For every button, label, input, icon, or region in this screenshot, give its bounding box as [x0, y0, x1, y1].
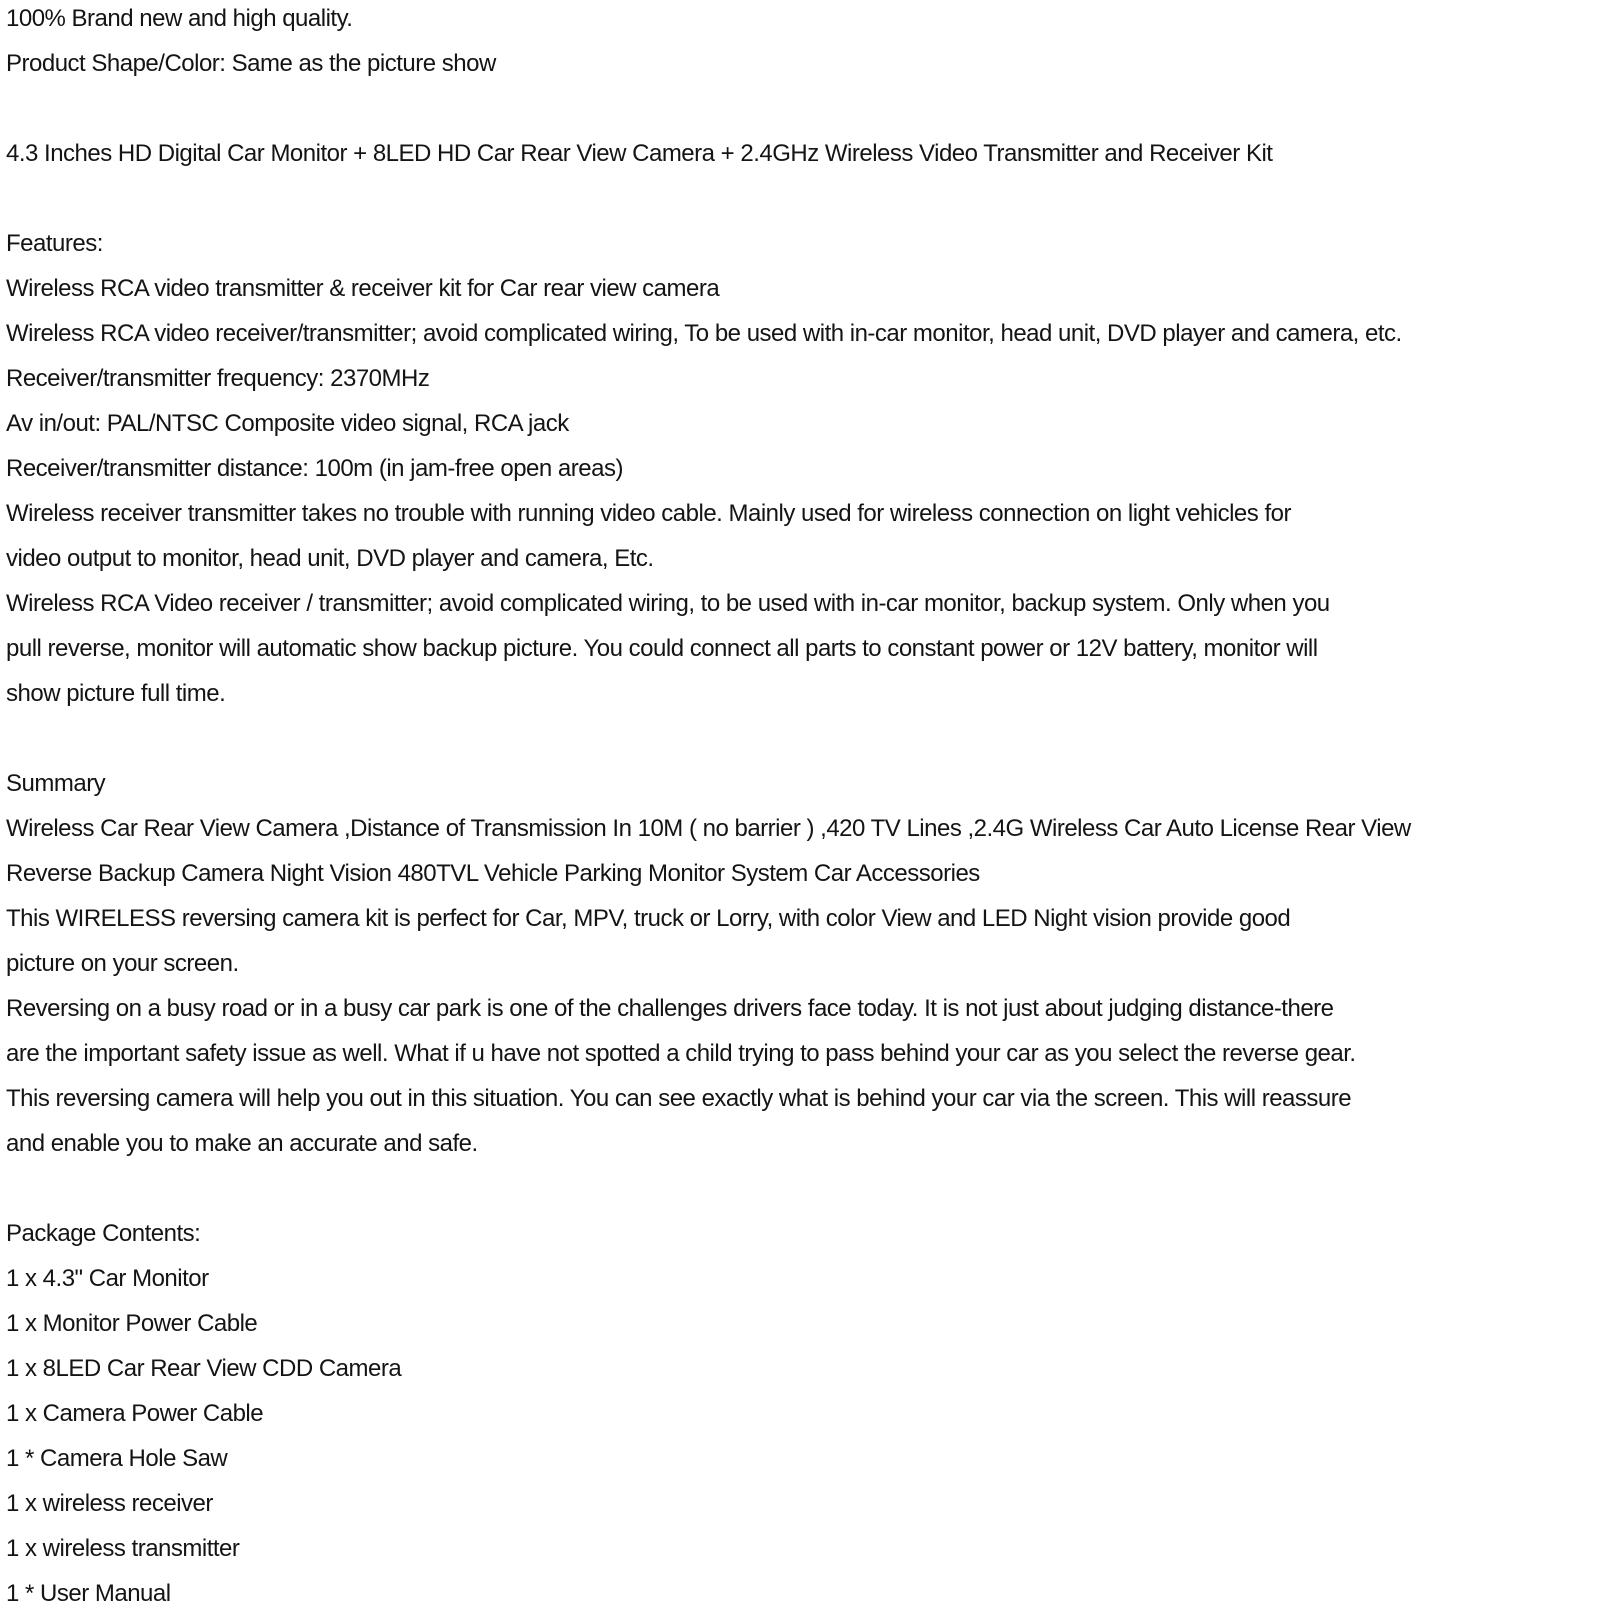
package-item: 1 x Monitor Power Cable	[6, 1310, 258, 1337]
package-heading: Package Contents:	[6, 1220, 201, 1247]
package-item: 1 x wireless transmitter	[6, 1535, 240, 1562]
features-heading: Features:	[6, 230, 103, 257]
feature-line: Wireless RCA video transmitter & receiver kit for Car rear view camera	[6, 275, 720, 302]
feature-line: Wireless RCA video receiver/transmitter; avoid complicated wiring, To be used with in-car monitor, head unit, DVD player and camera, etc.	[6, 320, 1402, 347]
package-item: 1 x 8LED Car Rear View CDD Camera	[6, 1355, 402, 1382]
feature-line: Receiver/transmitter distance: 100m (in jam-free open areas)	[6, 455, 623, 482]
summary-line: picture on your screen.	[6, 950, 239, 977]
summary-line: Reverse Backup Camera Night Vision 480TVL Vehicle Parking Monitor System Car Accessories	[6, 860, 980, 887]
quality-line: 100% Brand new and high quality.	[6, 5, 353, 32]
feature-line: Wireless receiver transmitter takes no trouble with running video cable. Mainly used for wireless connection on light vehicles for	[6, 500, 1291, 527]
spacer	[6, 1166, 1600, 1211]
feature-line: Receiver/transmitter frequency: 2370MHz	[6, 365, 430, 392]
package-item: 1 * User Manual	[6, 1580, 171, 1607]
feature-line: Av in/out: PAL/NTSC Composite video signal, RCA jack	[6, 410, 569, 437]
package-item: 1 x wireless receiver	[6, 1490, 213, 1517]
feature-line: pull reverse, monitor will automatic show backup picture. You could connect all parts to constant power or 12V battery, monitor will	[6, 635, 1318, 662]
feature-line: video output to monitor, head unit, DVD player and camera, Etc.	[6, 545, 654, 572]
package-item: 1 x Camera Power Cable	[6, 1400, 264, 1427]
shape-color-line: Product Shape/Color: Same as the picture show	[6, 50, 496, 77]
package-item: 1 x 4.3" Car Monitor	[6, 1265, 209, 1292]
summary-line: Wireless Car Rear View Camera ,Distance of Transmission In 10M ( no barrier ) ,420 TV Lines ,2.4G Wireless Car Auto License Rear View	[6, 815, 1411, 842]
summary-line: This reversing camera will help you out in this situation. You can see exactly what is behind your car via the screen. This will reassure	[6, 1085, 1352, 1112]
product-title: 4.3 Inches HD Digital Car Monitor + 8LED HD Car Rear View Camera + 2.4GHz Wireless Video Transmitter and Receiver Kit	[6, 140, 1273, 167]
spacer	[6, 86, 1600, 131]
summary-line: This WIRELESS reversing camera kit is perfect for Car, MPV, truck or Lorry, with color View and LED Night vision provide good	[6, 905, 1291, 932]
spacer	[6, 176, 1600, 221]
package-item: 1 * Camera Hole Saw	[6, 1445, 228, 1472]
feature-line: show picture full time.	[6, 680, 226, 707]
summary-line: and enable you to make an accurate and safe.	[6, 1130, 478, 1157]
feature-line: Wireless RCA Video receiver / transmitter; avoid complicated wiring, to be used with in-car monitor, backup system. Only when you	[6, 590, 1330, 617]
summary-line: are the important safety issue as well. What if u have not spotted a child trying to pass behind your car as you select the reverse gear.	[6, 1040, 1356, 1067]
summary-line: Reversing on a busy road or in a busy car park is one of the challenges drivers face today. It is not just about judging distance-there	[6, 995, 1334, 1022]
spacer	[6, 716, 1600, 761]
summary-heading: Summary	[6, 770, 106, 797]
